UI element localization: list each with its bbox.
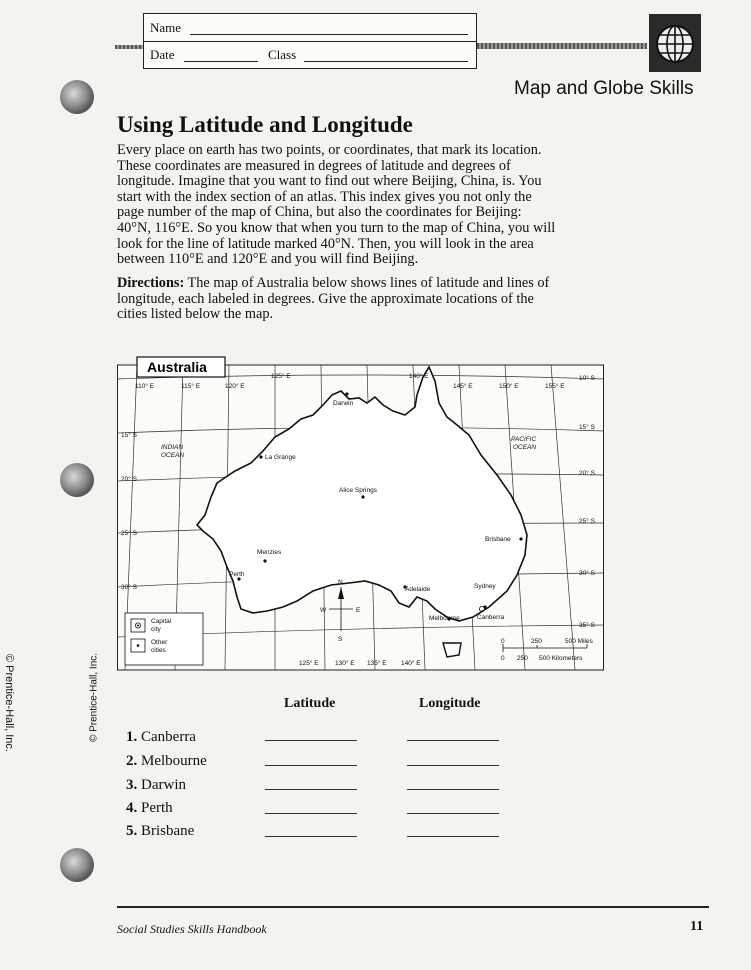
header-divider [144, 41, 476, 42]
question-row [126, 777, 186, 794]
scale-miles: 250 [531, 638, 542, 645]
indian-ocean-label: INDIAN [161, 444, 184, 451]
date-label: Date [150, 47, 175, 62]
city-label-brisbane: Brisbane [485, 536, 511, 543]
compass-n: N [338, 579, 343, 586]
map-title: Australia [147, 359, 207, 375]
australia-map [117, 355, 605, 671]
question-city: Brisbane [141, 823, 195, 839]
directions-paragraph [117, 276, 597, 323]
scale-km: 0 [501, 655, 505, 662]
scale-km: 500 Kilometers [539, 655, 583, 662]
legend-capital: city [151, 626, 161, 633]
compass-e: E [356, 607, 361, 614]
question-city: Melbourne [141, 753, 207, 769]
lat-left-label: 30° S [121, 584, 137, 591]
class-line [304, 61, 468, 62]
lon-top-label: 145° E [453, 383, 473, 390]
legend-other: cities [151, 647, 166, 654]
question-city: Darwin [141, 777, 186, 793]
city-label-la-grange: La Grange [265, 454, 296, 461]
city-label-melbourne: Melbourne [429, 615, 460, 622]
question-row [126, 729, 196, 746]
footer-book: Social Studies Skills Handbook [117, 922, 267, 936]
lon-top-label: 120° E [225, 383, 245, 390]
compass-s: S [338, 636, 343, 643]
city-label-adelaide: Adelaide [405, 586, 431, 593]
city-label-sydney: Sydney [474, 583, 496, 590]
latitude-header: Latitude [284, 696, 336, 711]
date-line [184, 61, 258, 62]
latitude-answer-blank[interactable] [265, 813, 357, 814]
pacific-ocean-label: PACIFIC [511, 436, 537, 443]
lat-right-label: 10° S [579, 375, 595, 382]
question-number: 5. [126, 823, 138, 839]
latitude-answer-blank[interactable] [265, 789, 357, 790]
intro-line: page number of the map of China, but also the coordinates for Beijing: [117, 204, 522, 221]
lon-top-label: 110° E [135, 383, 155, 390]
intro-line: These coordinates are measured in degrees of latitude and degrees of [117, 157, 511, 174]
question-number: 3. [126, 777, 138, 793]
directions-line: longitude, each labeled in degrees. Give the approximate locations of the [117, 290, 534, 307]
question-number: 2. [126, 753, 138, 769]
legend-other: Other [151, 639, 168, 646]
lat-right-label: 30° S [579, 570, 595, 577]
name-date-box [143, 13, 477, 69]
question-number: 1. [126, 729, 138, 745]
longitude-header: Longitude [419, 696, 481, 711]
intro-line: Every place on earth has two points, or coordinates, that mark its location. [117, 142, 542, 158]
city-label-alice-springs: Alice Springs [339, 487, 377, 494]
lat-right-label: 35° S [579, 622, 595, 629]
lon-bottom-label: 125° E [299, 660, 319, 667]
header-band-left [115, 45, 145, 49]
indian-ocean-label: OCEAN [161, 452, 185, 459]
lon-top-label: 140° E [409, 373, 429, 380]
lat-left-label: 15° S [121, 432, 137, 439]
binder-hole-middle [60, 463, 94, 497]
question-city: Canberra [141, 729, 196, 745]
copyright-margin: © Prentice-Hall, Inc. [3, 654, 15, 752]
longitude-answer-blank[interactable] [407, 765, 499, 766]
question-row [126, 800, 173, 817]
lat-left-label: 20° S [121, 476, 137, 483]
lat-right-label: 15° S [579, 424, 595, 431]
page-number: 11 [690, 919, 704, 934]
lat-right-label: 25° S [579, 518, 595, 525]
question-number: 4. [126, 800, 138, 816]
scale-km: 250 [517, 655, 528, 662]
intro-paragraph [117, 143, 597, 268]
binder-hole-top [60, 80, 94, 114]
intro-line: longitude. Imagine that you want to find out where Beijing, China, is. You [117, 173, 542, 190]
globe-icon [649, 14, 701, 72]
city-label-canberra: Canberra [477, 614, 505, 621]
legend-capital: Capital [151, 618, 172, 625]
city-label-perth: Perth [229, 571, 245, 578]
header-band-right [477, 43, 647, 49]
directions-line: cities listed below the map. [117, 306, 274, 323]
question-row [126, 823, 194, 840]
lon-top-label: 155° E [545, 383, 565, 390]
longitude-answer-blank[interactable] [407, 740, 499, 741]
lon-bottom-label: 135° E [367, 660, 387, 667]
intro-line: 40°N, 116°E. So you know that when you turn to the map of China, you will [117, 219, 556, 236]
latitude-answer-blank[interactable] [265, 836, 357, 837]
binder-hole-bottom [60, 848, 94, 882]
lat-left-label: 25° S [121, 530, 137, 537]
lon-bottom-label: 140° E [401, 660, 421, 667]
lon-top-label: 125° E [271, 373, 291, 380]
scale-miles: 500 Miles [565, 638, 593, 645]
latitude-answer-blank[interactable] [265, 765, 357, 766]
pacific-ocean-label: OCEAN [513, 444, 537, 451]
directions-label: Directions: [117, 275, 185, 291]
question-row [126, 753, 207, 770]
longitude-answer-blank[interactable] [407, 813, 499, 814]
question-city: Perth [141, 800, 173, 816]
longitude-answer-blank[interactable] [407, 836, 499, 837]
lon-top-label: 150° E [499, 383, 519, 390]
latitude-answer-blank[interactable] [265, 740, 357, 741]
class-label: Class [268, 47, 297, 62]
name-line [190, 34, 468, 35]
longitude-answer-blank[interactable] [407, 789, 499, 790]
tasmania [443, 643, 461, 657]
map-legend [125, 613, 203, 665]
section-title: Map and Globe Skills [514, 78, 694, 99]
page-title: Using Latitude and Longitude [117, 112, 413, 137]
footer-rule [117, 906, 709, 908]
lon-bottom-label: 130° E [335, 660, 355, 667]
copyright-inner: © Prentice-Hall, Inc. [88, 652, 100, 743]
directions-line: The map of Australia below shows lines of latitude and lines of [184, 275, 550, 291]
lon-top-label: 115° E [181, 383, 201, 390]
lat-right-label: 20° S [579, 470, 595, 477]
name-label: Name [150, 20, 182, 35]
intro-line: between 110°E and 120°E and you will find Beijing. [117, 251, 419, 268]
compass-w: W [320, 607, 327, 614]
scale-miles: 0 [501, 638, 505, 645]
intro-line: start with the index section of an atlas. This index gives you not only the [117, 188, 532, 205]
intro-line: look for the line of latitude marked 40°N. Then, you will look in the area [117, 235, 534, 252]
city-label-darwin: Darwin [333, 400, 354, 407]
city-label-menzies: Menzies [257, 549, 282, 556]
